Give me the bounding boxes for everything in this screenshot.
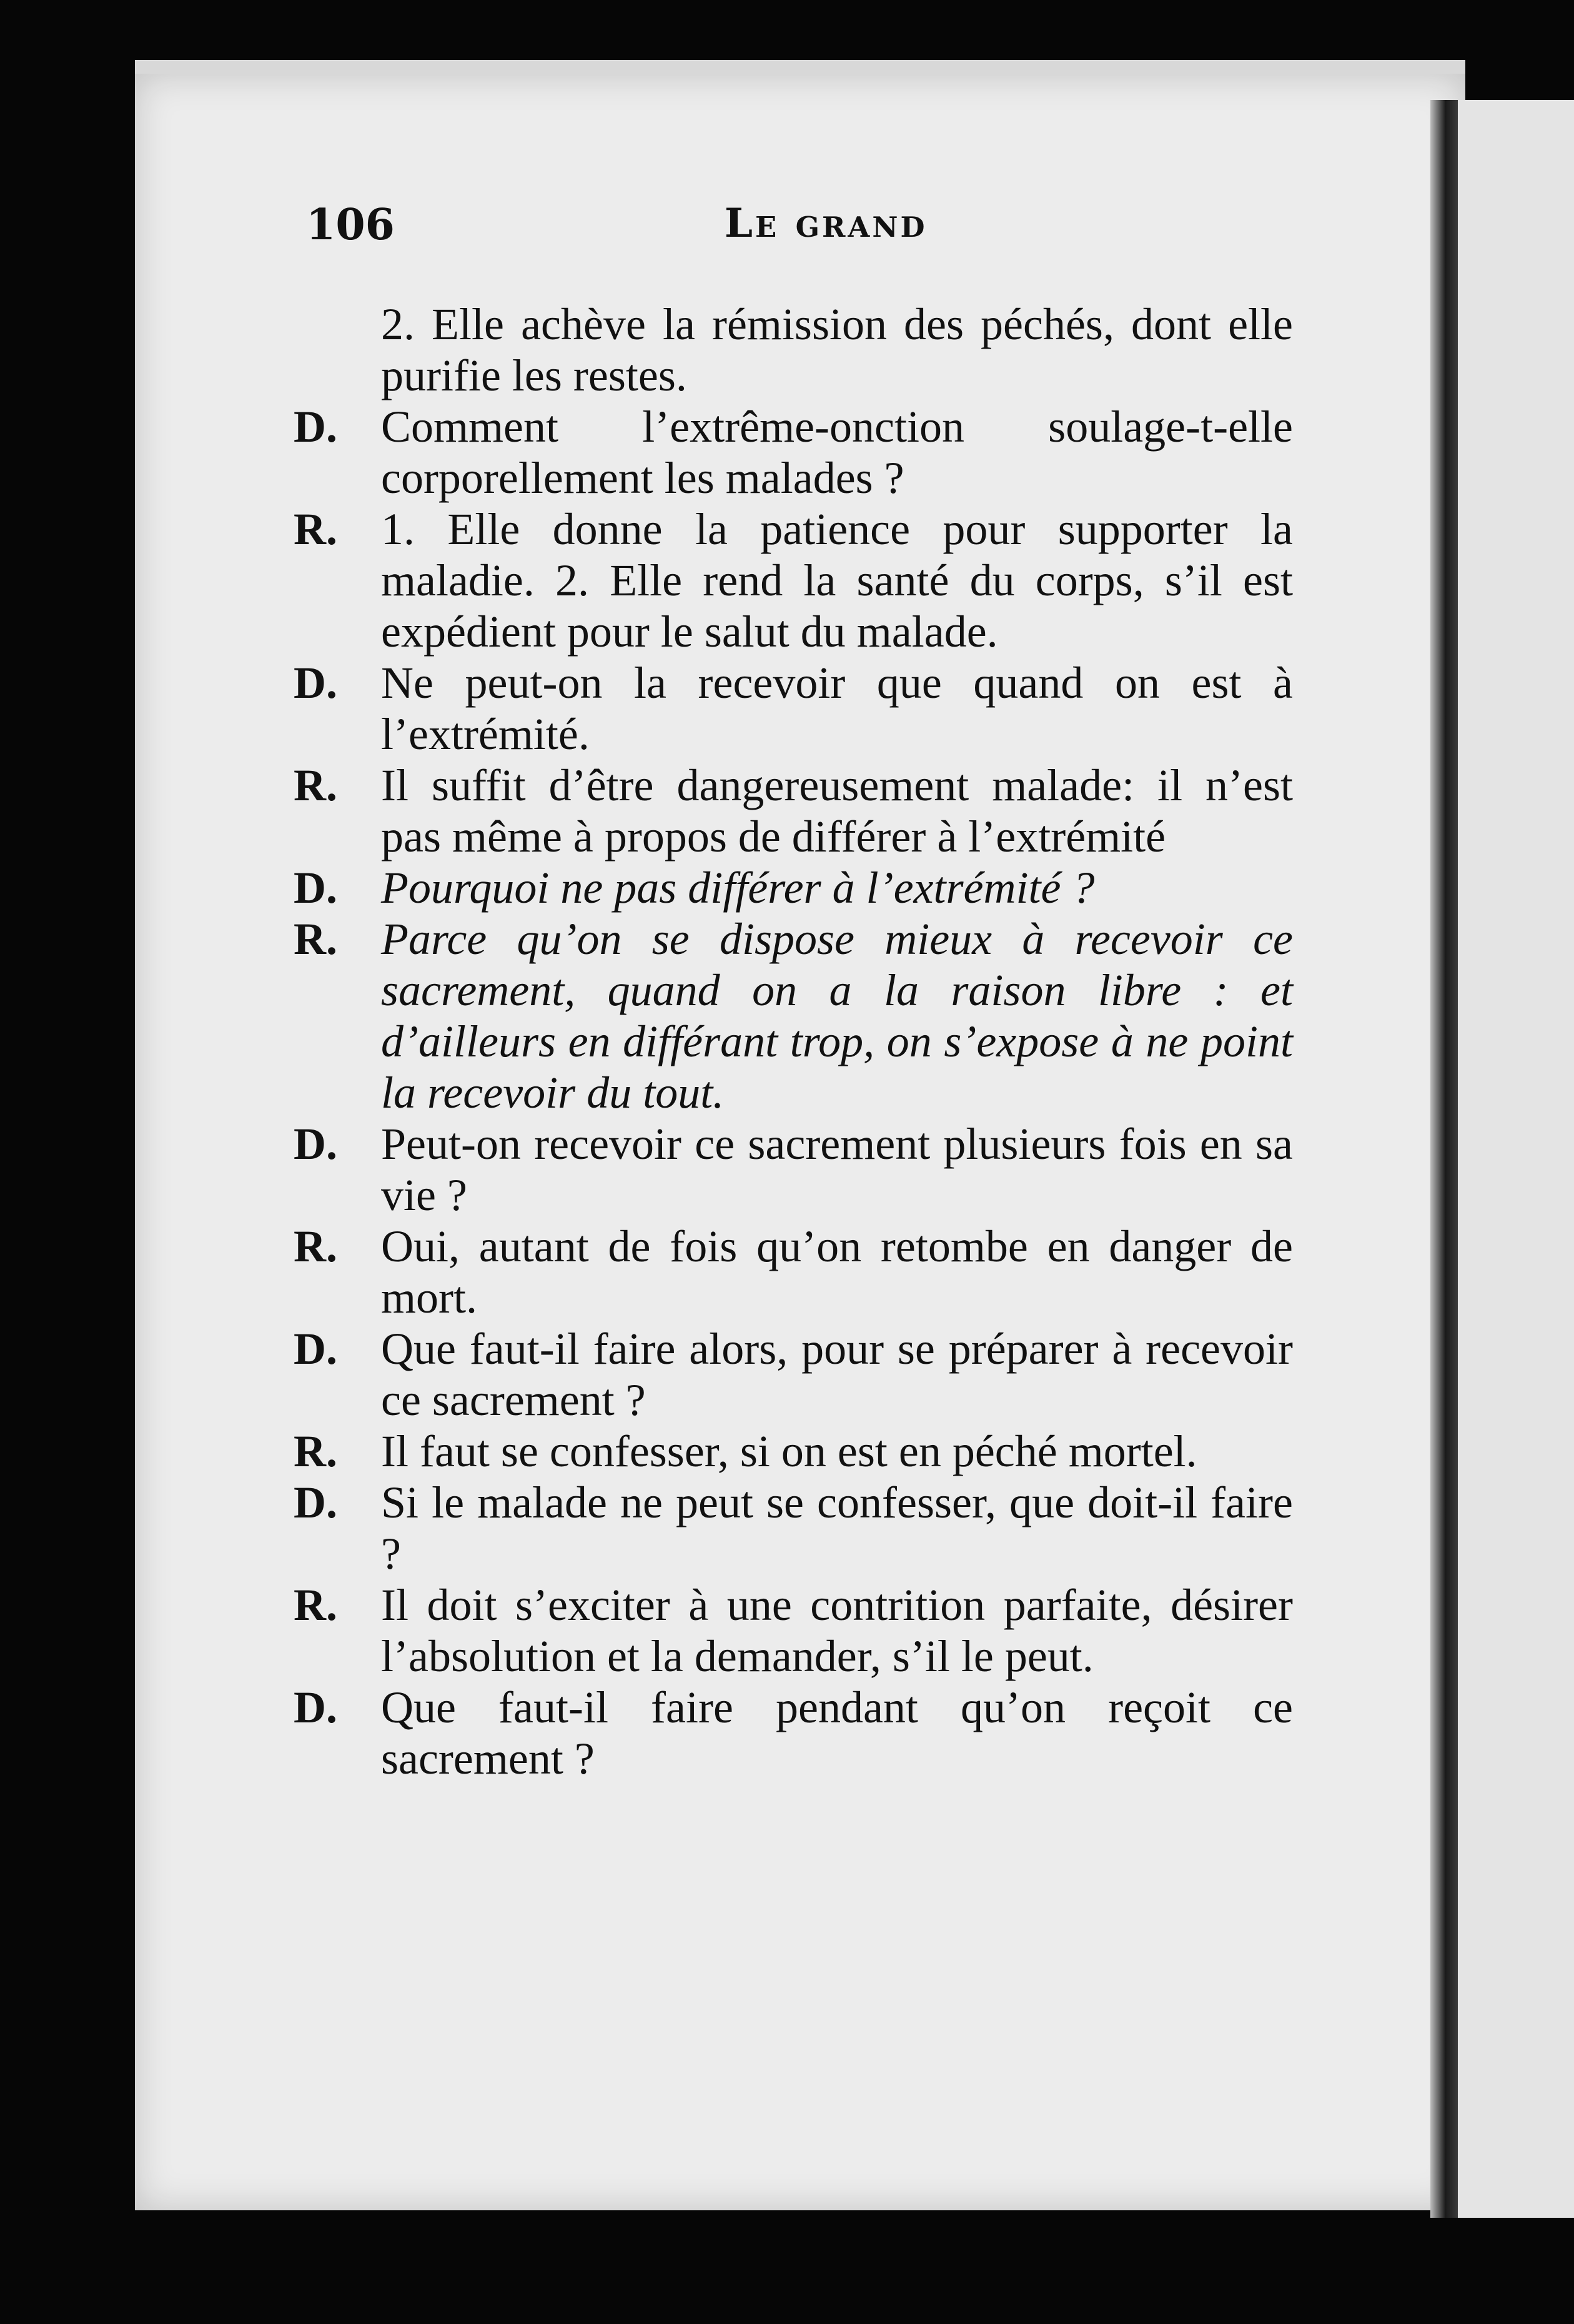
answer-marker: R. — [294, 504, 337, 554]
question-marker: D. — [294, 1682, 337, 1732]
question-marker: D. — [294, 402, 337, 452]
answer-text: Il faut se confesser, si on est en péché mortel. — [381, 1426, 1197, 1476]
answer-entry — [294, 1426, 1293, 1477]
answer-entry — [294, 1221, 1293, 1323]
facing-page-edge — [1458, 100, 1574, 2218]
answer-text: Oui, autant de fois qu’on retombe en danger de mort. — [381, 1221, 1293, 1323]
entry-text: 2. Elle achève la rémission des péchés, dont elle purifie les restes. — [381, 299, 1293, 400]
page-top-edge — [135, 60, 1465, 74]
question-entry — [294, 1682, 1293, 1784]
answer-marker: R. — [294, 1580, 337, 1630]
question-entry — [294, 1477, 1293, 1579]
question-text: Pourquoi ne pas différer à l’extrémité ? — [381, 863, 1095, 913]
answer-text: Il suffit d’être dangereusement malade: il n’est pas même à propos de différer à l’extrémité — [381, 760, 1293, 862]
answer-entry — [294, 504, 1293, 657]
answer-text: Il doit s’exciter à une contrition parfaite, désirer l’absolution et la demander, s’il le peut. — [381, 1580, 1293, 1681]
question-entry — [294, 401, 1293, 504]
book-gutter — [1430, 100, 1458, 2218]
page-number: 106 — [306, 200, 395, 250]
question-entry — [294, 657, 1293, 760]
answer-entry — [294, 1579, 1293, 1682]
answer-marker: R. — [294, 1221, 337, 1271]
answer-entry — [294, 760, 1293, 862]
running-title: Le grand — [725, 200, 928, 247]
question-text: Ne peut-on la recevoir que quand on est à l’extrémité. — [381, 658, 1293, 759]
answer-text: 1. Elle donne la patience pour supporter la maladie. 2. Elle rend la santé du corps, s’il est expédient pour le salut du malade. — [381, 504, 1293, 657]
question-text: Que faut-il faire alors, pour se préparer à recevoir ce sacrement ? — [381, 1324, 1293, 1425]
answer-entry-italic — [294, 913, 1293, 1118]
answer-text: Parce qu’on se dispose mieux à recevoir ce sacrement, quand on a la raison libre : et d’ailleurs en différant trop, on s’expose à ne point la recevoir du tout. — [381, 914, 1293, 1118]
question-text: Si le malade ne peut se confesser, que doit-il faire ? — [381, 1477, 1293, 1579]
question-entry-italic — [294, 862, 1293, 913]
question-entry — [294, 1323, 1293, 1426]
answer-marker: R. — [294, 1426, 337, 1476]
question-entry — [294, 1118, 1293, 1221]
question-marker: D. — [294, 1324, 337, 1374]
question-marker: D. — [294, 1477, 337, 1527]
question-marker: D. — [294, 658, 337, 708]
question-text: Peut-on recevoir ce sacrement plusieurs fois en sa vie ? — [381, 1119, 1293, 1220]
question-text: Comment l’extrême-onction soulage-t-elle corporellement les malades ? — [381, 402, 1293, 503]
answer-marker: R. — [294, 914, 337, 964]
catechism-text — [294, 299, 1293, 1784]
answer-marker: R. — [294, 760, 337, 810]
question-text: Que faut-il faire pendant qu’on reçoit ce sacrement ? — [381, 1682, 1293, 1784]
page-header — [306, 200, 1293, 256]
answer-continuation — [294, 299, 1293, 401]
question-marker: D. — [294, 863, 337, 913]
question-marker: D. — [294, 1119, 337, 1169]
